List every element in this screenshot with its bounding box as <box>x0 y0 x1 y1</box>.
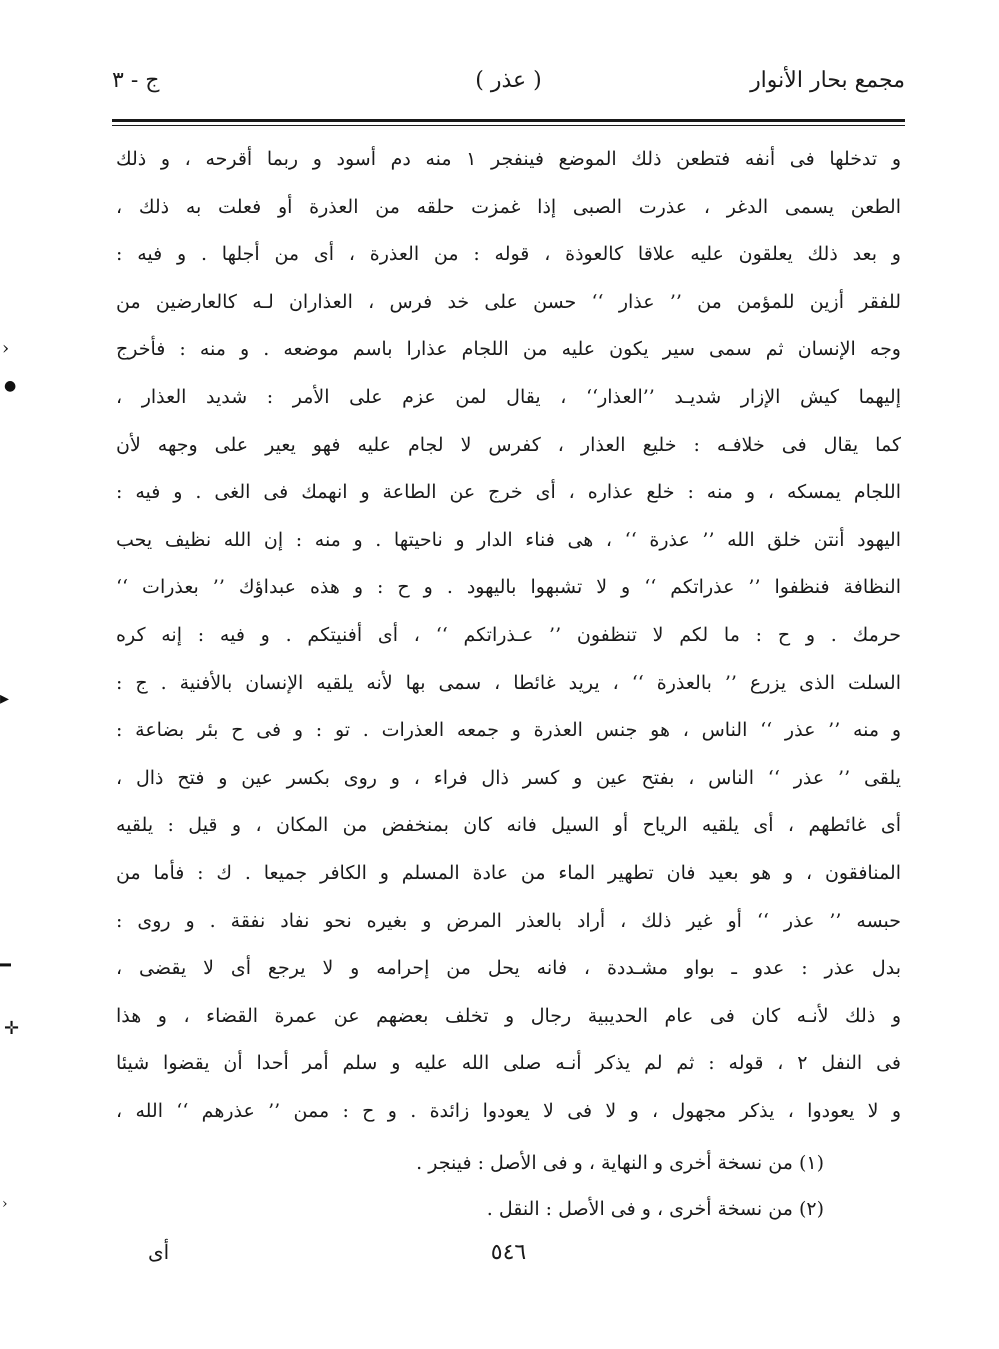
text-line: فى النفل ٢ ، قوله : ثم لم يذكر أنـه صلى الله عليه و سلم أمر أحدا أن يقضوا شيئا <box>116 1052 901 1075</box>
book-title: مجمع بحار الأنوار <box>750 68 905 93</box>
text-line: وجه الإنسان ثم سمى سير يكون عليه من اللجام عذارا باسم موضعه . و منه : فأخرج <box>116 338 901 361</box>
main-text <box>116 136 901 1135</box>
footnotes <box>116 1140 824 1232</box>
margin-mark-icon: › <box>2 1196 8 1212</box>
text-line: و لا يعودوا ، يذكر مجهول ، و لا فى لا يعودوا زائدة . و ح : ممن ’’ عذرهم ‘‘ الله ، <box>116 1099 901 1122</box>
header-rule-thin <box>112 125 905 126</box>
text-line: و تدخلها فى أنفه فتطعن ذلك الموضع فينفجر ١ منه دم أسود و ربما أقرحه ، و ذلك <box>116 148 901 170</box>
running-header <box>112 62 905 110</box>
text-line: السلت الذى يزرع ’’ بالعذرة ‘‘ ، يريد غائطا ، سمى بها لأنه يلقيه الإنسان بالأفنية . ج : <box>116 671 901 694</box>
margin-dot-icon: ● <box>4 378 17 394</box>
margin-mark-icon: ━ <box>0 955 11 976</box>
text-line: و بعد ذلك يعلقون عليه علاقا كالعوذة ، قوله : من العذرة ، أى من أجلها . و فيه : <box>116 243 901 266</box>
text-line: حرمك . و ح : ما لكم لا تنظفون ’’ عـذراتكم ‘‘ ، أى أفنيتكم . و فيه : إنه كره <box>116 623 901 646</box>
catchword: أى <box>148 1240 170 1264</box>
page-footer <box>112 1240 905 1280</box>
text-line: للفقر أزين للمؤمن من ’’ عذار ‘‘ حسن على خد فرس ، العذاران لـه كالعارضين من <box>116 290 901 313</box>
text-line: اللجام يمسكه ، و منه : خلع عذاره ، أى خرج عن الطاعة و انهمك فى الغى . و فيه : <box>116 481 901 504</box>
margin-mark-icon: ▸ <box>0 688 10 709</box>
text-line: بدل عذر : عدو ـ بواو مشـددة ، فانه يحل من إحرامه و لا يرجع أى لا يقضى ، <box>116 957 901 980</box>
text-line: أى غائطهم ، أى يلقيه الرياح أو السيل فانه كان بمنخفض من المكان ، و قيل : يلقيه <box>116 814 901 837</box>
header-rule-thick <box>112 119 905 122</box>
text-line: النظافة فنظفوا ’’ عذراتكم ‘‘ و لا تشبهوا باليهود . و ح : و هذه عبداؤك ’’ بعذرات ‘‘ <box>116 576 901 599</box>
entry-root: ( عذر ) <box>475 68 542 93</box>
text-line: إليهما كيش الإزار شديـد ’’العذار‘‘ ، يقال لمن عزم على الأمر : شديد العذار ، <box>116 385 901 408</box>
text-line: المنافقون ، و هو بعيد فان تطهير الماء من عادة المسلم و الكافر جميعا . ك : فأما من <box>116 861 901 884</box>
footnote: (٢) من نسخة أخرى ، و فى الأصل : النقل . <box>486 1198 824 1220</box>
margin-mark-icon: › <box>2 338 10 359</box>
page-number: ٥٤٦ <box>490 1240 527 1265</box>
text-line: حبسه ’’ عذر ‘‘ أو غير ذلك ، أراد بالعذر المرض و بغيره نحو نفاد نفقة . و روى : <box>116 909 901 932</box>
text-line: اليهود أنتن خلق الله ’’ عذرة ‘‘ ، هى فناء الدار و ناحيتها . و منه : إن الله نظيف يحب <box>116 528 901 551</box>
text-line: الطعن يسمى الدغر ، عذرت الصبى إذا غمزت حلقه من العذرة أو فعلت به ذلك ، <box>116 195 901 218</box>
volume-number: ج - ٣ <box>112 68 160 93</box>
footnote: (١) من نسخة أخرى و النهاية ، و فى الأصل : فينجر . <box>416 1152 824 1174</box>
margin-cross-icon: ✛ <box>4 1018 20 1039</box>
text-line: و منه ’’ عذر ‘‘ الناس ، هو جنس العذرة و جمعه العذرات . تو : و فى ح بئر بضاعة : <box>116 719 901 742</box>
text-line: يلقى ’’ عذر ‘‘ الناس ، بفتح عين و كسر ذال فراء ، و روى بكسر عين و فتح ذال ، <box>116 766 901 789</box>
text-line: و ذلك لأنـه كان فى عام الحديبية رجال و تخلف بعضهم عن عمرة القضاء ، و هذا <box>116 1004 901 1027</box>
text-line: كما يقال فى خلافـه : خليع العذار ، كفرس لا لجام عليه فهو يعير على وجهه لأن <box>116 433 901 456</box>
